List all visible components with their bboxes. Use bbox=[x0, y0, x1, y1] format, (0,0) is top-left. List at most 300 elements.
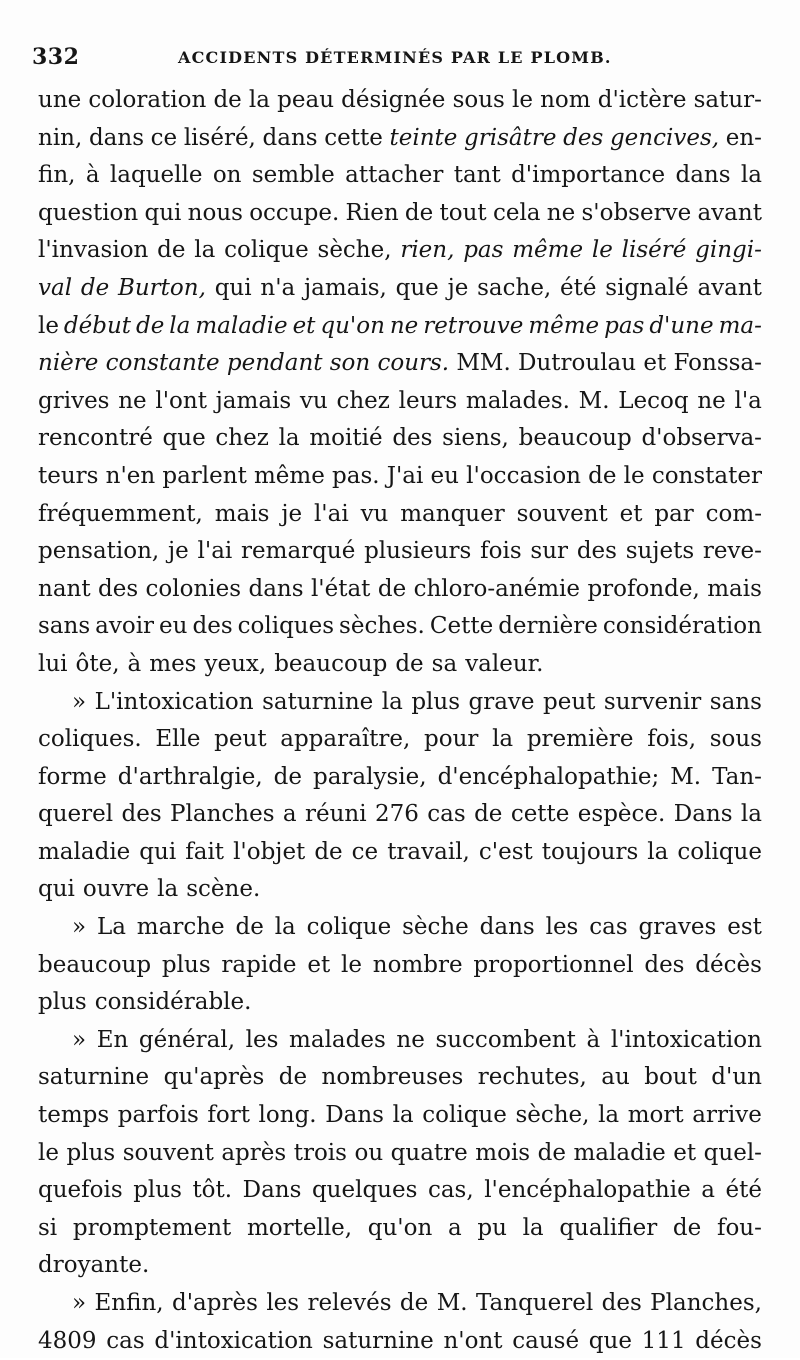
word: yeux, bbox=[204, 650, 267, 677]
word: jamais bbox=[215, 387, 292, 414]
word: le bbox=[38, 312, 59, 339]
word: rapide bbox=[221, 951, 297, 978]
word: M. bbox=[670, 763, 702, 790]
word: sujets bbox=[625, 538, 695, 565]
word: fois bbox=[480, 538, 522, 565]
word: vu bbox=[299, 387, 328, 414]
word: est bbox=[727, 914, 762, 941]
word: nous bbox=[187, 199, 243, 226]
word: de bbox=[278, 1064, 308, 1091]
word: que bbox=[395, 274, 439, 301]
word: de bbox=[235, 914, 264, 941]
word: l'occasion bbox=[466, 462, 581, 489]
text-line bbox=[38, 232, 762, 270]
word: fois, bbox=[647, 726, 697, 753]
text-line bbox=[38, 759, 762, 797]
word: Planches bbox=[170, 801, 275, 828]
word: plus bbox=[411, 688, 461, 715]
text-line bbox=[38, 496, 762, 534]
word: MM. bbox=[456, 350, 511, 377]
word: des bbox=[576, 538, 617, 565]
word: dernière bbox=[498, 613, 598, 640]
word: mes bbox=[149, 650, 197, 677]
word: des bbox=[192, 613, 233, 640]
word: nière bbox=[38, 350, 99, 377]
word: considérable. bbox=[94, 989, 252, 1016]
word: fort bbox=[207, 1102, 250, 1129]
word: toujours bbox=[541, 838, 639, 865]
word: le bbox=[511, 87, 533, 113]
word: pas bbox=[463, 237, 504, 264]
word: le bbox=[38, 1139, 59, 1166]
word: Dans bbox=[325, 1102, 384, 1129]
running-head: ACCIDENTS DÉTERMINÉS PAR LE PLOMB. bbox=[178, 48, 612, 67]
word: manquer bbox=[400, 500, 505, 527]
word: l'objet bbox=[233, 838, 306, 865]
word: la bbox=[157, 876, 179, 903]
word: nin, bbox=[38, 124, 83, 151]
word: et bbox=[307, 951, 331, 978]
word: de bbox=[377, 575, 407, 602]
text-line bbox=[38, 82, 762, 120]
word: marche bbox=[136, 914, 225, 941]
word: promptement bbox=[72, 1214, 232, 1241]
word: scène. bbox=[186, 876, 261, 903]
word: de bbox=[80, 274, 110, 301]
text-line bbox=[38, 721, 762, 759]
word: mortelle, bbox=[246, 1214, 353, 1241]
word: ne bbox=[389, 312, 419, 339]
word: sous bbox=[709, 726, 762, 753]
word: la bbox=[647, 838, 669, 865]
word: colique bbox=[677, 838, 762, 865]
word: Fonssa- bbox=[673, 350, 762, 377]
word: plus bbox=[161, 951, 211, 978]
word: nom bbox=[540, 87, 591, 113]
word: temps bbox=[38, 1102, 110, 1129]
word: les bbox=[545, 914, 579, 941]
word: début bbox=[63, 312, 132, 339]
word: la bbox=[740, 162, 762, 189]
word: n'a bbox=[260, 274, 296, 301]
word: 276 bbox=[374, 801, 419, 828]
word: cas bbox=[427, 801, 466, 828]
text-line bbox=[38, 1097, 762, 1135]
word: la bbox=[274, 914, 296, 941]
word: ne bbox=[396, 1026, 425, 1053]
word: son bbox=[329, 350, 371, 377]
word: ôte, bbox=[75, 650, 120, 677]
word: La bbox=[96, 914, 126, 941]
word: Tan- bbox=[712, 763, 762, 790]
word: » bbox=[72, 688, 87, 715]
word: colique bbox=[306, 914, 392, 941]
word: pour bbox=[424, 726, 479, 753]
word: forme bbox=[38, 763, 107, 790]
word: qui bbox=[38, 876, 75, 903]
word: avant bbox=[697, 274, 762, 301]
word: n'ont bbox=[443, 1327, 503, 1354]
word: et bbox=[643, 350, 667, 377]
text-line bbox=[38, 195, 762, 233]
word: graves bbox=[638, 914, 717, 941]
word: au bbox=[601, 1064, 630, 1091]
word: Planches, bbox=[650, 1290, 762, 1316]
word: souvent bbox=[516, 500, 608, 527]
word: quelques bbox=[311, 1177, 418, 1204]
word: ouvre bbox=[82, 876, 150, 903]
word: après bbox=[221, 1139, 287, 1166]
text-line bbox=[38, 308, 762, 346]
word: l'ai bbox=[313, 500, 349, 527]
word: L'intoxication bbox=[94, 688, 254, 715]
word: une bbox=[38, 87, 82, 113]
word: semble bbox=[251, 162, 335, 189]
word: querel bbox=[38, 801, 114, 828]
word: attacher bbox=[345, 162, 444, 189]
word: grisâtre bbox=[464, 124, 557, 151]
word: moitié bbox=[309, 425, 383, 452]
word: sur bbox=[530, 538, 569, 565]
word: d'ictère bbox=[597, 87, 687, 113]
word: la bbox=[381, 688, 403, 715]
word: d'intoxication bbox=[154, 1327, 313, 1354]
word: En bbox=[96, 1026, 129, 1053]
page-header bbox=[32, 44, 772, 74]
word: paralysie, bbox=[313, 763, 427, 790]
word: pensation, bbox=[38, 538, 160, 565]
word: la bbox=[598, 1102, 620, 1129]
word: J'ai bbox=[386, 462, 424, 489]
word: pas bbox=[604, 312, 645, 339]
word: l'ai bbox=[197, 538, 233, 565]
word: quefois bbox=[38, 1177, 123, 1204]
word: val bbox=[38, 274, 73, 301]
word: mais bbox=[214, 500, 270, 527]
text-line bbox=[38, 383, 762, 421]
word: question bbox=[38, 199, 139, 226]
word: arrive bbox=[692, 1102, 762, 1129]
word: de bbox=[157, 237, 186, 264]
word: à bbox=[586, 1026, 601, 1053]
word: beaucoup bbox=[518, 425, 632, 452]
word: Lecoq bbox=[618, 387, 689, 414]
text-line bbox=[38, 1285, 762, 1323]
word: je bbox=[447, 274, 469, 301]
word: décès bbox=[695, 1327, 762, 1354]
word: qui bbox=[139, 838, 177, 865]
word: d'observa- bbox=[641, 425, 762, 452]
word: siens, bbox=[442, 425, 509, 452]
word: et bbox=[292, 312, 316, 339]
word: constater bbox=[651, 462, 762, 489]
word: coloration bbox=[88, 87, 207, 113]
word: causé bbox=[512, 1327, 580, 1354]
word: fait bbox=[185, 838, 225, 865]
word: fréquemment, bbox=[38, 500, 203, 527]
word: été bbox=[725, 1177, 762, 1204]
word: relevés bbox=[307, 1290, 392, 1316]
word: de bbox=[395, 650, 424, 677]
text-line bbox=[38, 1135, 762, 1173]
word: fou- bbox=[716, 1214, 762, 1241]
word: qu'après bbox=[163, 1064, 265, 1091]
word: Rien bbox=[345, 199, 399, 226]
word: parfois bbox=[117, 1102, 199, 1129]
word: nombre bbox=[372, 951, 463, 978]
word: tout bbox=[439, 199, 487, 226]
word: ma- bbox=[718, 312, 762, 339]
word: dans bbox=[262, 124, 318, 151]
word: qui bbox=[144, 199, 182, 226]
word: plusieurs bbox=[364, 538, 472, 565]
word: général, bbox=[138, 1026, 236, 1053]
word: de bbox=[136, 312, 165, 339]
word: cela bbox=[492, 199, 541, 226]
word: maladie bbox=[38, 838, 131, 865]
word: avant bbox=[697, 199, 762, 226]
word: M. bbox=[578, 387, 610, 414]
text-line bbox=[38, 533, 762, 571]
word: dans bbox=[248, 575, 304, 602]
word: 111 bbox=[641, 1327, 686, 1354]
word: les bbox=[266, 1290, 300, 1316]
word: liséré bbox=[621, 237, 687, 264]
word: l'a bbox=[734, 387, 762, 414]
word: plus bbox=[38, 989, 87, 1016]
word: eu bbox=[159, 613, 188, 640]
word: par bbox=[654, 500, 694, 527]
word: quel- bbox=[703, 1139, 762, 1166]
word: qui bbox=[214, 274, 252, 301]
word: malades. bbox=[465, 387, 570, 414]
text-line bbox=[38, 458, 762, 496]
word: de bbox=[588, 462, 617, 489]
word: la bbox=[278, 425, 300, 452]
text-line bbox=[38, 1172, 762, 1210]
word: peut bbox=[214, 726, 267, 753]
word: proportionnel bbox=[473, 951, 634, 978]
word: M. bbox=[436, 1290, 468, 1316]
text-line bbox=[38, 871, 762, 909]
word: l'invasion bbox=[38, 237, 149, 264]
word: tant bbox=[453, 162, 501, 189]
text-line bbox=[38, 1247, 762, 1285]
word: espèce. bbox=[577, 801, 666, 828]
word: première bbox=[526, 726, 634, 753]
word: que bbox=[588, 1327, 632, 1354]
word: d'arthralgie, bbox=[117, 763, 263, 790]
body-text bbox=[38, 82, 762, 1360]
word: d'après bbox=[172, 1290, 258, 1316]
page-number: 332 bbox=[32, 44, 80, 70]
word: qu'on bbox=[367, 1214, 433, 1241]
text-line bbox=[38, 684, 762, 722]
word: des bbox=[392, 425, 433, 452]
word: » bbox=[72, 914, 87, 941]
word: survenir bbox=[603, 688, 702, 715]
word: apparaître, bbox=[280, 726, 411, 753]
text-line bbox=[38, 420, 762, 458]
word: et bbox=[619, 500, 643, 527]
word: sans bbox=[38, 613, 91, 640]
word: malades bbox=[289, 1026, 386, 1053]
word: la bbox=[492, 726, 514, 753]
word: retrouve bbox=[423, 312, 524, 339]
word: s'observe bbox=[581, 199, 692, 226]
word: d'encéphalopathie; bbox=[437, 763, 660, 790]
text-line bbox=[38, 984, 762, 1022]
word: si bbox=[38, 1214, 58, 1241]
word: sèche, bbox=[317, 237, 392, 264]
word: qu'on bbox=[320, 312, 385, 339]
word: reve- bbox=[702, 538, 762, 565]
word: l'encéphalopathie bbox=[484, 1177, 691, 1204]
word: de bbox=[213, 87, 242, 113]
word: souvent bbox=[122, 1139, 214, 1166]
word: dans bbox=[479, 914, 535, 941]
word: peau bbox=[277, 87, 335, 113]
word: désignée bbox=[341, 87, 446, 113]
word: maladie bbox=[195, 312, 288, 339]
word: leurs bbox=[398, 387, 458, 414]
text-line bbox=[38, 345, 762, 383]
text-line bbox=[38, 909, 762, 947]
text-line bbox=[38, 157, 762, 195]
word: grave bbox=[468, 688, 535, 715]
word: cette bbox=[324, 124, 383, 151]
word: de bbox=[537, 1139, 566, 1166]
word: sans bbox=[709, 688, 762, 715]
text-line bbox=[38, 608, 762, 646]
word: gingi- bbox=[695, 237, 762, 264]
word: chloro-anémie bbox=[413, 575, 581, 602]
word: la bbox=[392, 1102, 414, 1129]
word: sèches. bbox=[339, 613, 425, 640]
word: à bbox=[127, 650, 142, 677]
word: sache, bbox=[477, 274, 552, 301]
word: coliques. bbox=[38, 726, 142, 753]
word: parlent bbox=[162, 462, 247, 489]
word: sa bbox=[431, 650, 458, 677]
word: maladie bbox=[573, 1139, 666, 1166]
word: eu bbox=[430, 462, 459, 489]
word: les bbox=[245, 1026, 279, 1053]
word: com- bbox=[705, 500, 762, 527]
word: nombreuses bbox=[321, 1064, 464, 1091]
word: cas bbox=[589, 914, 628, 941]
word: quatre bbox=[390, 1139, 468, 1166]
word: trois bbox=[293, 1139, 347, 1166]
word: Tanquerel bbox=[475, 1290, 594, 1316]
text-line bbox=[38, 1059, 762, 1097]
word: même bbox=[528, 312, 600, 339]
word: saturnine bbox=[38, 1064, 150, 1091]
word: la bbox=[248, 87, 270, 113]
word: bout bbox=[644, 1064, 697, 1091]
word: des bbox=[644, 951, 685, 978]
word: en- bbox=[725, 124, 762, 151]
word: rencontré bbox=[38, 425, 153, 452]
word: de bbox=[404, 199, 434, 226]
word: 4809 bbox=[38, 1327, 97, 1354]
word: beaucoup bbox=[274, 650, 388, 677]
word: Elle bbox=[155, 726, 201, 753]
word: saturnine bbox=[322, 1327, 434, 1354]
word: chez bbox=[215, 425, 269, 452]
word: qualifier bbox=[559, 1214, 658, 1241]
word: nant bbox=[38, 575, 91, 602]
word: saturnine bbox=[262, 688, 374, 715]
word: de bbox=[474, 801, 503, 828]
word: long. bbox=[258, 1102, 317, 1129]
word: a bbox=[701, 1177, 715, 1204]
text-line bbox=[38, 646, 762, 684]
word: de bbox=[273, 763, 302, 790]
word: l'ont bbox=[155, 387, 207, 414]
word: lui bbox=[38, 650, 68, 677]
word: Enfin, bbox=[94, 1290, 164, 1316]
text-line bbox=[38, 834, 762, 872]
word: coliques bbox=[237, 613, 335, 640]
word: été bbox=[560, 274, 597, 301]
word: dans bbox=[88, 124, 145, 151]
word: des bbox=[563, 124, 604, 151]
word: liséré, bbox=[183, 124, 256, 151]
word: pendant bbox=[226, 350, 323, 377]
word: mois bbox=[475, 1139, 531, 1166]
word: cette bbox=[510, 801, 570, 828]
word: pas. bbox=[332, 462, 380, 489]
word: c'est bbox=[478, 838, 533, 865]
word: des bbox=[121, 801, 162, 828]
text-line bbox=[38, 120, 762, 158]
word: ce bbox=[150, 124, 178, 151]
word: colique bbox=[422, 1102, 507, 1129]
text-line bbox=[38, 796, 762, 834]
word: tôt. bbox=[192, 1177, 233, 1204]
word: teurs bbox=[38, 462, 99, 489]
word: le bbox=[591, 237, 613, 264]
word: on bbox=[212, 162, 242, 189]
word: » bbox=[72, 1026, 87, 1053]
text-line bbox=[38, 1323, 762, 1360]
word: cours. bbox=[377, 350, 450, 377]
word: d'un bbox=[711, 1064, 762, 1091]
word: que bbox=[162, 425, 206, 452]
word: plus bbox=[133, 1177, 182, 1204]
word: la bbox=[194, 237, 216, 264]
word: signalé bbox=[605, 274, 689, 301]
word: même bbox=[254, 462, 325, 489]
word: cas, bbox=[427, 1177, 474, 1204]
word: fin, bbox=[38, 162, 76, 189]
word: avoir bbox=[95, 613, 155, 640]
word: le bbox=[623, 462, 645, 489]
word: dans bbox=[675, 162, 731, 189]
word: des bbox=[601, 1290, 642, 1316]
word: sèche bbox=[402, 914, 469, 941]
text-line bbox=[38, 1210, 762, 1248]
word: la bbox=[740, 801, 762, 828]
word: l'état bbox=[310, 575, 371, 602]
word: sous bbox=[452, 87, 505, 113]
word: Dans bbox=[673, 801, 733, 828]
word: laquelle bbox=[109, 162, 203, 189]
word: d'importance bbox=[511, 162, 666, 189]
word: ne bbox=[697, 387, 726, 414]
word: remarqué bbox=[241, 538, 356, 565]
